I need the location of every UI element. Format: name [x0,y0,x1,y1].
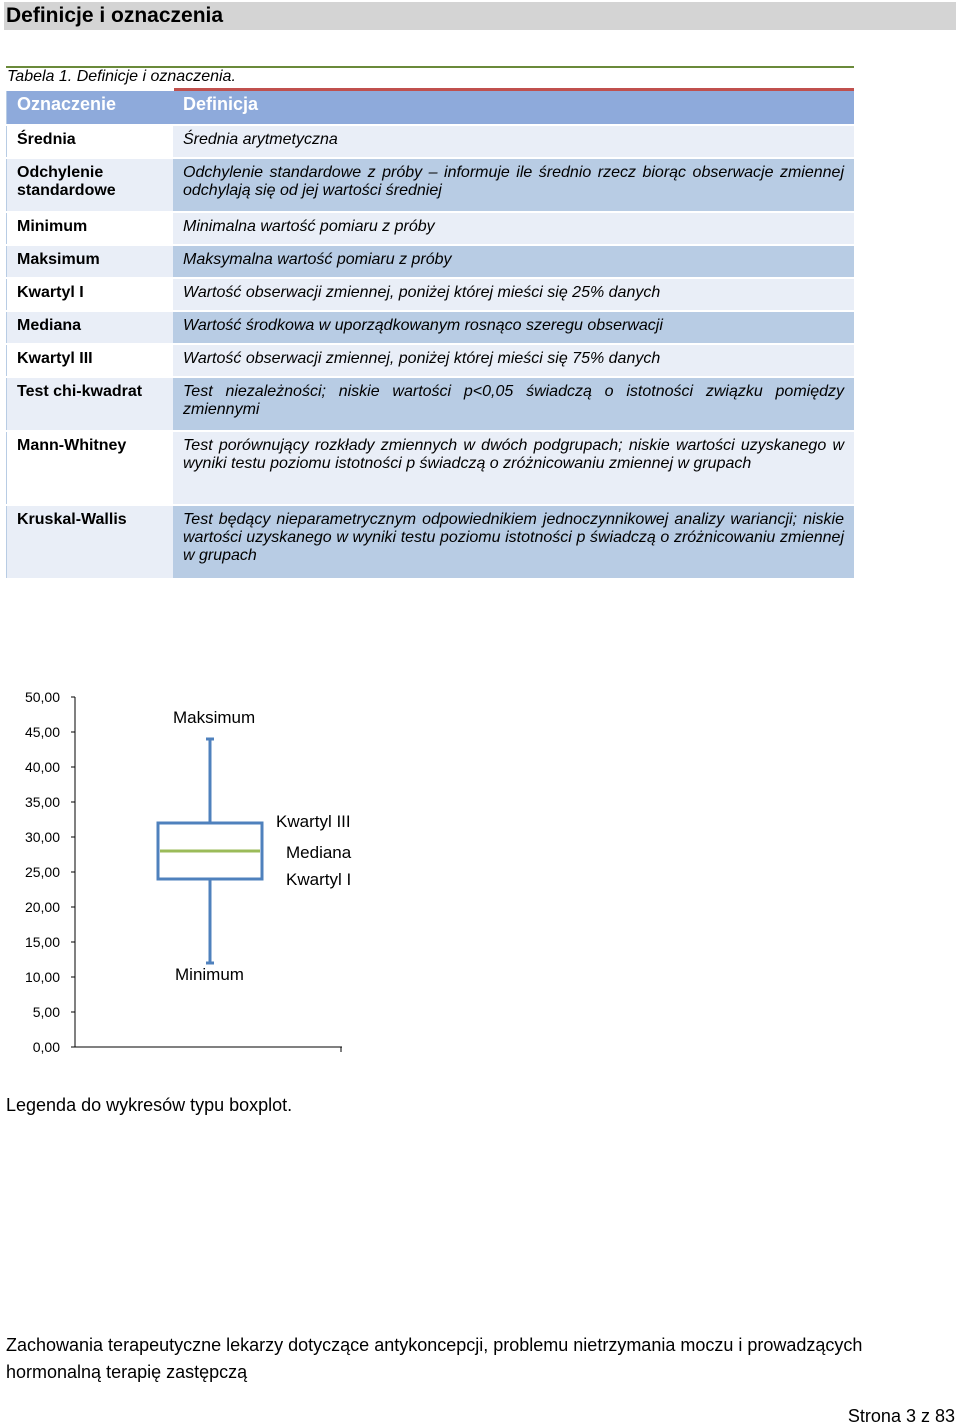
definition-cell: Wartość obserwacji zmiennej, poniżej której mieści się 25% danych [173,278,854,311]
table-row [7,377,855,431]
definition-cell: Test porównujący rozkłady zmiennych w dwóch podgrupach; niskie wartości uzyskanego w wyniki testu poziomu istotności p świadczą o zróżnicowaniu zmiennej w grupach [173,431,854,505]
table-row [7,505,855,579]
definition-cell: Minimalna wartość pomiaru z próby [173,212,854,245]
min-label: Minimum [175,965,244,984]
definition-cell: Odchylenie standardowe z próby – informuje ile średnio rzecz biorąc obserwacje zmiennej odchylają się od jej wartości średniej [173,158,854,212]
y-tick-label: 5,00 [32,1004,60,1020]
table-row [7,158,855,212]
median-label: Mediana [286,843,352,862]
max-label: Maksimum [173,708,256,727]
definition-cell: Wartość środkowa w uporządkowanym rosnąco szeregu obserwacji [173,311,854,344]
page-title: Definicje i oznaczenia [6,4,224,27]
chart-caption: Legenda do wykresów typu boxplot. [6,1095,293,1115]
table-row [7,344,855,377]
table-caption: Tabela 1. Definicje i oznaczenia. [7,68,236,85]
term-cell: Maksimum [7,245,174,278]
column-header-term: Oznaczenie [7,91,174,125]
boxplot-legend-chart [0,680,420,1070]
definitions-table [6,91,854,580]
y-tick-label: 10,00 [24,969,60,985]
q3-label: Kwartyl III [276,812,351,831]
column-header-definition: Definicja [173,91,854,125]
term-cell: Kwartyl I [7,278,174,311]
table-row [7,431,855,505]
y-tick-label: 0,00 [32,1039,60,1055]
table-header-row [7,91,855,125]
footer-title: Zachowania terapeutyczne lekarzy dotyczące antykoncepcji, problemu nietrzymania moczu i prowadzących hormonalną terapię zastępczą [6,1335,863,1382]
definition-cell: Średnia arytmetyczna [173,125,854,158]
y-tick-label: 20,00 [24,899,60,915]
term-cell: Minimum [7,212,174,245]
y-tick-label: 45,00 [24,724,60,740]
y-tick-label: 40,00 [24,759,60,775]
term-cell: Mann-Whitney [7,431,174,505]
definition-cell: Maksymalna wartość pomiaru z próby [173,245,854,278]
term-cell: Test chi-kwadrat [7,377,174,431]
page-number: Strona 3 z 83 [847,1406,955,1426]
term-cell: Średnia [7,125,174,158]
term-cell: Kruskal-Wallis [7,505,174,579]
table-row [7,212,855,245]
table-row [7,245,855,278]
boxplot [158,739,262,963]
y-tick-label: 50,00 [24,689,60,705]
definition-cell: Test będący nieparametrycznym odpowiednikiem jednoczynnikowej analizy wariancji; niskie wartości uzyskanego w wyniki testu poziomu istotności p świadczą o zróżnicowaniu zmiennej w grupach [173,505,854,579]
term-cell: Odchylenie standardowe [7,158,174,212]
y-tick-label: 15,00 [24,934,60,950]
term-cell: Mediana [7,311,174,344]
term-cell: Kwartyl III [7,344,174,377]
table-row [7,278,855,311]
definition-cell: Test niezależności; niskie wartości p<0,05 świadczą o istotności związku pomiędzy zmiennymi [173,377,854,431]
table-row [7,311,855,344]
definition-cell: Wartość obserwacji zmiennej, poniżej której mieści się 75% danych [173,344,854,377]
y-tick-label: 30,00 [24,829,60,845]
table-row [7,125,855,158]
y-tick-label: 35,00 [24,794,60,810]
q1-label: Kwartyl I [286,870,352,889]
y-tick-label: 25,00 [24,864,60,880]
